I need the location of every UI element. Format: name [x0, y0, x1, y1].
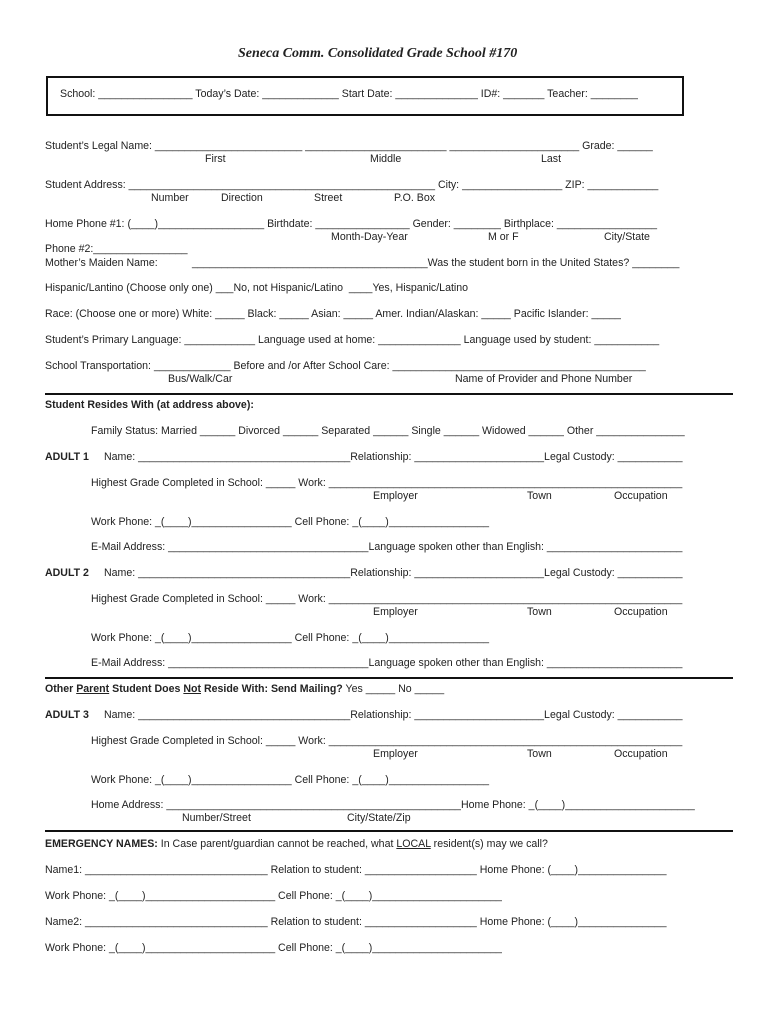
adult2-name-line[interactable]: Name: ____________________________________Relationship: ______________________Legal Custody: ___________ — [104, 567, 683, 579]
sub-direction: Direction — [221, 192, 263, 204]
sub-provider: Name of Provider and Phone Number — [455, 373, 633, 385]
adult1-email[interactable]: E-Mail Address: __________________________________Language spoken other than English: _______________________ — [91, 541, 683, 553]
phone2-line[interactable]: Phone #2:________________ — [45, 243, 188, 255]
sub-pobox: P.O. Box — [394, 192, 436, 204]
sub-bus: Bus/Walk/Car — [168, 373, 233, 385]
other-parent-p5: Reside With: Send Mailing? — [201, 683, 343, 695]
sub-birthplace: City/State — [604, 231, 650, 243]
adult2-grade-work[interactable]: Highest Grade Completed in School: _____ Work: ____________________________________________________________ — [91, 593, 683, 605]
send-mailing-yes-no[interactable]: Yes _____ No _____ — [342, 683, 445, 695]
school-info-line[interactable]: School: ________________ Today’s Date: _____________ Start Date: ______________ ID#: _______ Teacher: ________ — [60, 88, 638, 100]
sub-middle: Middle — [370, 153, 402, 165]
sub-first: First — [205, 153, 226, 165]
transport-line[interactable]: School Transportation: _____________ Before and /or After School Care: ___________________________________________ — [45, 360, 646, 372]
adult2-label: ADULT 2 — [45, 567, 89, 579]
adult3-sub-occupation: Occupation — [614, 748, 668, 760]
race-line[interactable]: Race: (Choose one or more) White: _____ Black: _____ Asian: _____ Amer. Indian/Alaskan: _____ Pacific Islander: _____ — [45, 308, 621, 320]
other-parent-line[interactable] — [45, 683, 444, 695]
emergency-heading — [45, 838, 548, 850]
legal-name-line[interactable]: Student’s Legal Name: _________________________ ________________________ ______________________ Grade: ______ — [45, 140, 653, 152]
maiden-born-line[interactable]: ________________________________________Was the student born in the United States? ________ — [192, 257, 680, 269]
adult1-name-line[interactable]: Name: ____________________________________Relationship: ______________________Legal Custody: ___________ — [104, 451, 683, 463]
emergency-work1[interactable]: Work Phone: _(____)______________________ Cell Phone: _(____)______________________ — [45, 890, 502, 902]
emergency-name1[interactable]: Name1: _______________________________ Relation to student: ___________________ Home Phone: (____)_______________ — [45, 864, 667, 876]
form-title: Seneca Comm. Consolidated Grade School #170 — [238, 46, 518, 61]
family-status-line[interactable]: Family Status: Married ______ Divorced ______ Separated ______ Single ______ Widowed ______ Other _______________ — [91, 425, 685, 437]
adult3-sub-town: Town — [527, 748, 552, 760]
adult2-email[interactable]: E-Mail Address: __________________________________Language spoken other than English: _______________________ — [91, 657, 683, 669]
emergency-work2[interactable]: Work Phone: _(____)______________________ Cell Phone: _(____)______________________ — [45, 942, 502, 954]
adult1-grade-work[interactable]: Highest Grade Completed in School: _____ Work: ____________________________________________________________ — [91, 477, 683, 489]
sub-birthdate: Month-Day-Year — [331, 231, 408, 243]
sub-last: Last — [541, 153, 562, 165]
other-parent-p1: Other — [45, 683, 77, 695]
adult3-home-address[interactable]: Home Address: __________________________________________________Home Phone: _(____)______________________ — [91, 799, 695, 811]
emergency-bold: EMERGENCY NAMES: — [45, 838, 158, 850]
home-phone-line[interactable]: Home Phone #1: (____)__________________ Birthdate: ________________ Gender: ________ Birthplace: _________________ — [45, 218, 658, 230]
other-parent-p4: Not — [183, 683, 202, 695]
sub-gender: M or F — [488, 231, 519, 243]
adult3-sub-employer: Employer — [373, 748, 418, 760]
emergency-name2[interactable]: Name2: _______________________________ Relation to student: ___________________ Home Phone: (____)_______________ — [45, 916, 667, 928]
hispanic-line[interactable]: Hispanic/Lantino (Choose only one) ___No, not Hispanic/Latino ____Yes, Hispanic/Latino — [45, 282, 469, 294]
adult1-sub-occupation: Occupation — [614, 490, 668, 502]
language-line[interactable]: Student’s Primary Language: ____________ Language used at home: ______________ Language used by student: ___________ — [45, 334, 660, 346]
emergency-text1: In Case parent/guardian cannot be reached, what — [157, 838, 397, 850]
adult2-sub-employer: Employer — [373, 606, 418, 618]
divider-1 — [45, 393, 733, 395]
divider-2 — [45, 677, 733, 679]
adult2-sub-occupation: Occupation — [614, 606, 668, 618]
adult3-sub-number-street: Number/Street — [182, 812, 251, 824]
adult3-name-line[interactable]: Name: ____________________________________Relationship: ______________________Legal Custody: ___________ — [104, 709, 683, 721]
adult3-grade-work[interactable]: Highest Grade Completed in School: _____ Work: ____________________________________________________________ — [91, 735, 683, 747]
divider-3 — [45, 830, 733, 832]
sub-number: Number — [151, 192, 189, 204]
maiden-label: Mother’s Maiden Name: — [45, 257, 158, 269]
emergency-local: LOCAL — [396, 838, 431, 850]
address-line[interactable]: Student Address: ____________________________________________________ City: _________________ ZIP: ____________ — [45, 179, 659, 191]
adult3-work-phone[interactable]: Work Phone: _(____)_________________ Cell Phone: _(____)_________________ — [91, 774, 489, 786]
adult3-label: ADULT 3 — [45, 709, 89, 721]
adult1-sub-town: Town — [527, 490, 552, 502]
emergency-text2: resident(s) may we call? — [430, 838, 548, 850]
adult2-work-phone[interactable]: Work Phone: _(____)_________________ Cell Phone: _(____)_________________ — [91, 632, 489, 644]
adult2-sub-town: Town — [527, 606, 552, 618]
sub-street: Street — [314, 192, 343, 204]
other-parent-p3: Student Does — [109, 683, 184, 695]
adult3-sub-city-state-zip: City/State/Zip — [347, 812, 411, 824]
adult1-sub-employer: Employer — [373, 490, 418, 502]
adult1-label: ADULT 1 — [45, 451, 89, 463]
other-parent-p2: Parent — [76, 683, 110, 695]
adult1-work-phone[interactable]: Work Phone: _(____)_________________ Cell Phone: _(____)_________________ — [91, 516, 489, 528]
resides-heading: Student Resides With (at address above): — [45, 399, 254, 411]
